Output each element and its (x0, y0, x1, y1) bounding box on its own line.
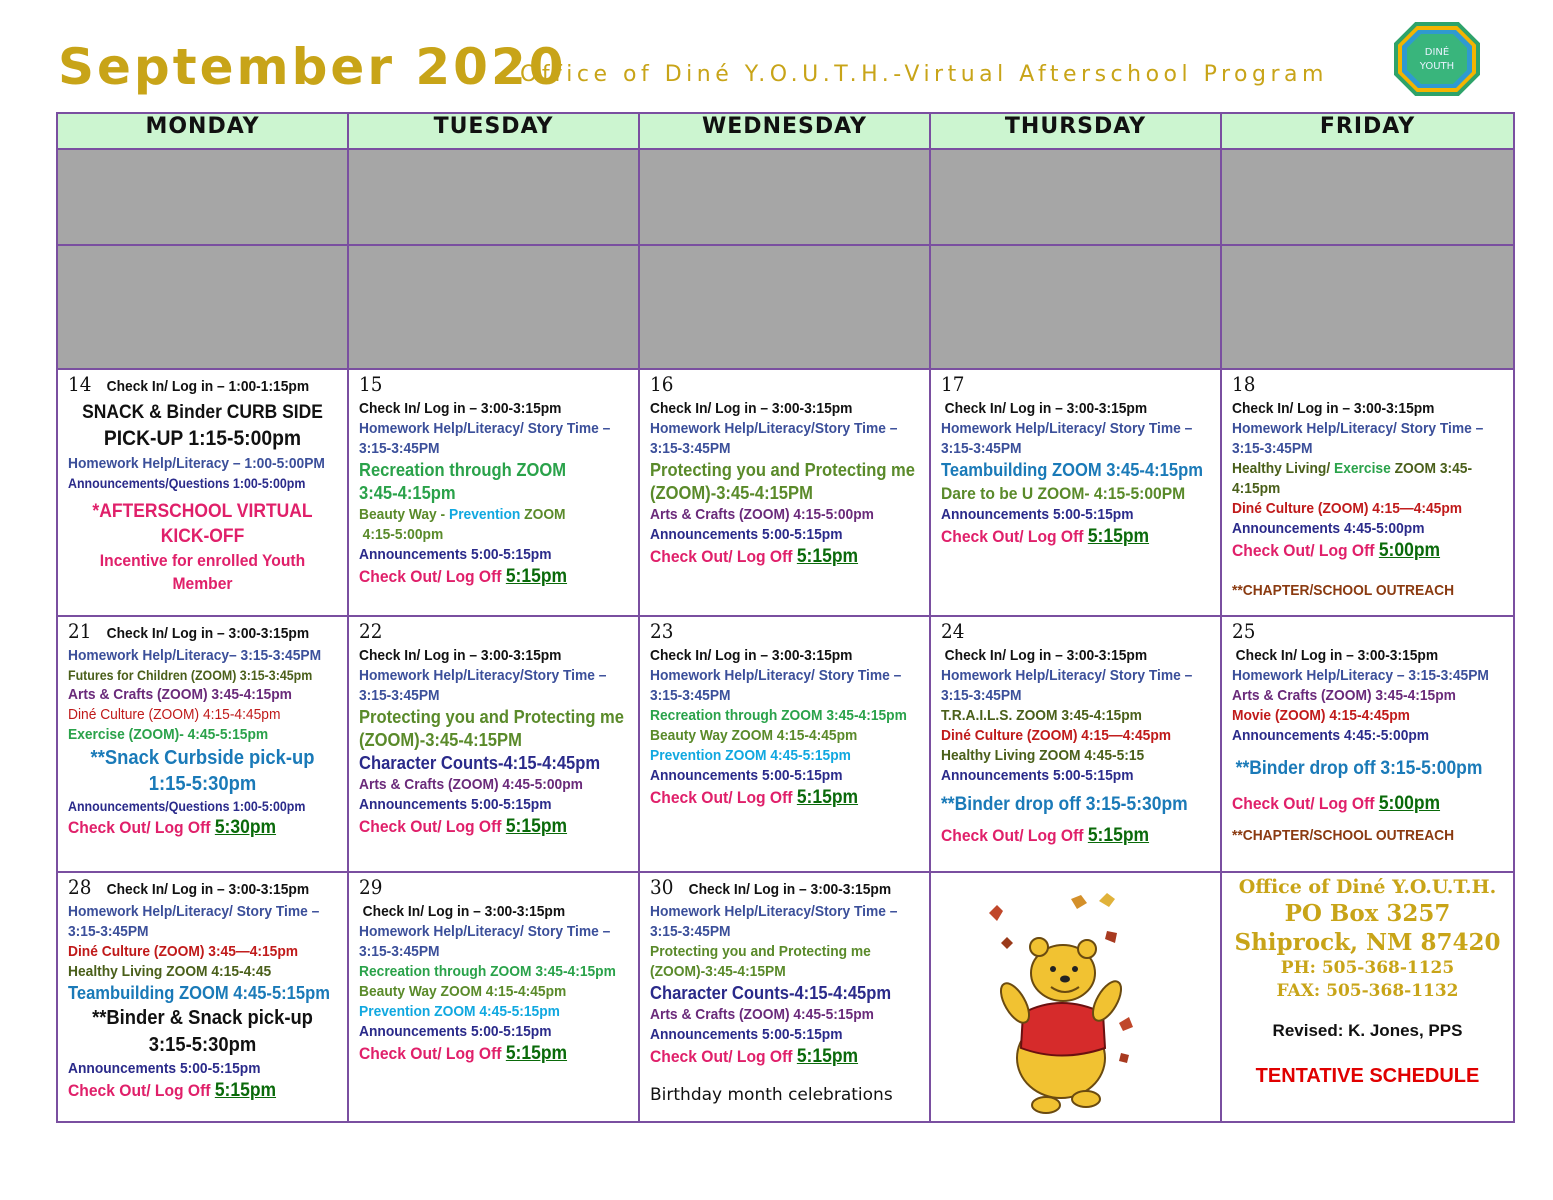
announcements-text: Announcements 5:00-5:15pm (941, 506, 1134, 523)
day-cell-25 (1221, 616, 1514, 872)
healthy-living-time: 4:15pm (1232, 480, 1281, 497)
beauty-way-time: 4:15-5:00pm (362, 526, 444, 543)
dine-culture-text: Diné Culture (ZOOM) 4:15—4:45pm (941, 727, 1172, 744)
beauty-way-text: Beauty Way ZOOM 4:15-4:45pm (359, 983, 567, 1000)
check-in-text: Check In/ Log in – 3:00-3:15pm (650, 647, 853, 664)
recreation-text: Recreation through ZOOM (359, 460, 566, 480)
homework-help-time: 3:15-3:45PM (359, 687, 440, 704)
day-cell-30 (639, 872, 930, 1122)
day-cell-24 (930, 616, 1221, 872)
check-in-text: Check In/ Log in – 3:00-3:15pm (944, 400, 1148, 417)
day-number: 17 (941, 372, 965, 396)
day-number: 15 (359, 372, 383, 396)
check-in-text: Check In/ Log in – 3:00-3:15pm (1235, 647, 1439, 664)
check-in-text: Check In/ Log in – 3:00-3:15pm (106, 625, 310, 642)
program-title: Office of Diné Y.O.U.T.H.-Virtual Afterschool Program (520, 62, 1328, 87)
month-title: September 2020 (58, 38, 567, 96)
beauty-way-text: Beauty Way - (359, 506, 449, 523)
day-cell-16 (639, 369, 930, 616)
healthy-living-text: Healthy Living/ (1232, 460, 1334, 477)
exercise-text: Exercise (1333, 460, 1391, 477)
birthday-celebrations-text: Birthday month celebrations (650, 1085, 893, 1105)
check-out-time: 5:15pm (214, 1080, 277, 1101)
prevention-text: Prevention ZOOM 4:45-5:15pm (359, 1003, 560, 1020)
homework-help-text: Homework Help/Literacy/ Story Time – (359, 923, 611, 940)
check-out-text: Check Out/ Log Off (359, 1044, 506, 1063)
check-out-time: 5:15pm (1087, 825, 1150, 846)
day-cell-28 (57, 872, 348, 1122)
check-out-time: 5:15pm (505, 566, 568, 587)
protecting-time: (ZOOM)-3:45-4:15PM (650, 963, 786, 980)
announcements-text: Announcements 4:45-5:00pm (1232, 520, 1425, 537)
homework-help-time: 3:15-3:45PM (650, 687, 731, 704)
announcements-text: Announcements 5:00-5:15pm (359, 546, 552, 563)
check-in-text: Check In/ Log in – 3:00-3:15pm (106, 881, 310, 898)
day-cell-29 (348, 872, 639, 1122)
homework-help-text: Homework Help/Literacy/ Story Time – (650, 667, 902, 684)
office-fax: FAX: 505-368-1132 (1276, 981, 1459, 1001)
check-out-time: 5:00pm (1378, 540, 1441, 561)
homework-help-text: Homework Help/Literacy/ Story Time – (941, 420, 1193, 437)
check-out-text: Check Out/ Log Off (650, 788, 797, 807)
zoom-text: ZOOM (520, 506, 566, 523)
day-number: 18 (1232, 372, 1256, 396)
empty-day-cell (639, 149, 930, 245)
revised-by: Revised: K. Jones, PPS (1272, 1021, 1463, 1040)
header-monday: MONDAY (57, 113, 348, 149)
week-row-5 (57, 872, 1514, 1122)
prevention-text: Prevention ZOOM 4:45-5:15pm (650, 747, 851, 764)
day-number: 29 (359, 875, 383, 899)
day-number: 25 (1232, 619, 1256, 643)
homework-help-text: Homework Help/Literacy/Story Time – (650, 420, 898, 437)
binder-drop-text: **Binder drop off 3:15-5:00pm (1235, 758, 1483, 779)
office-contact-cell (1221, 872, 1514, 1122)
homework-help-time: 3:15-3:45PM (941, 440, 1022, 457)
character-counts-text: Character Counts-4:15-4:45pm (359, 753, 601, 773)
day-cell-15 (348, 369, 639, 616)
day-cell-23 (639, 616, 930, 872)
protecting-time: (ZOOM)-3:45-4:15PM (650, 483, 813, 503)
check-in-text: Check In/ Log in – 1:00-1:15pm (106, 378, 310, 395)
header-friday: FRIDAY (1221, 113, 1514, 149)
arts-crafts-text: Arts & Crafts (ZOOM) 4:15-5:00pm (650, 506, 874, 523)
calendar-grid (56, 112, 1515, 1123)
homework-help-time: 3:15-3:45PM (650, 923, 731, 940)
check-out-time: 5:15pm (796, 546, 859, 567)
day-cell-14 (57, 369, 348, 616)
empty-day-cell (930, 149, 1221, 245)
teambuilding-text: Teambuilding ZOOM 4:45-5:15pm (68, 983, 330, 1003)
teambuilding-text: Teambuilding ZOOM 3:45-4:15pm (941, 460, 1203, 480)
check-in-text: Check In/ Log in – 3:00-3:15pm (359, 400, 562, 417)
protecting-time: (ZOOM)-3:45-4:15PM (359, 730, 522, 750)
homework-help-time: 3:15-3:45PM (359, 943, 440, 960)
day-cell-22 (348, 616, 639, 872)
check-out-text: Check Out/ Log Off (68, 1081, 215, 1100)
homework-help-text: Homework Help/Literacy/ Story Time – (359, 420, 611, 437)
week-row-2 (57, 245, 1514, 369)
announcements-text: Announcements 5:00-5:15pm (650, 767, 843, 784)
day-cell-21 (57, 616, 348, 872)
homework-help-time: 3:15-3:45PM (359, 440, 440, 457)
homework-help-time: 3:15-3:45PM (941, 687, 1022, 704)
announcements-text: Announcements 5:00-5:15pm (68, 1060, 261, 1077)
check-in-text: Check In/ Log in – 3:00-3:15pm (362, 903, 566, 920)
day-number: 24 (941, 619, 965, 643)
day-number: 23 (650, 619, 674, 643)
announcements-text: Announcements 5:00-5:15pm (650, 1026, 843, 1043)
empty-day-cell (57, 245, 348, 369)
announcements-text: Announcements 5:00-5:15pm (941, 767, 1134, 784)
arts-crafts-text: Arts & Crafts (ZOOM) 3:45-4:15pm (1232, 687, 1456, 704)
weekday-header-row (57, 113, 1514, 149)
trails-text: T.R.A.I.L.S. ZOOM 3:45-4:15pm (941, 707, 1142, 724)
check-out-time: 5:00pm (1378, 793, 1441, 814)
arts-crafts-text: Arts & Crafts (ZOOM) 4:45-5:15pm (650, 1006, 874, 1023)
protecting-text: Protecting you and Protecting me (650, 460, 916, 480)
week-row-4 (57, 616, 1514, 872)
dine-culture-text: Diné Culture (ZOOM) 3:45—4:15pm (68, 943, 299, 960)
check-in-text: Check In/ Log in – 3:00-3:15pm (359, 647, 562, 664)
arts-crafts-text: Arts & Crafts (ZOOM) 3:45-4:15pm (68, 686, 292, 703)
day-number: 16 (650, 372, 674, 396)
binder-snack-pickup-time: 3:15-5:30pm (148, 1034, 257, 1056)
homework-help-time: 3:15-3:45PM (68, 923, 149, 940)
character-counts-text: Character Counts-4:15-4:45pm (650, 983, 892, 1003)
check-out-text: Check Out/ Log Off (68, 818, 215, 837)
homework-help-text: Homework Help/Literacy– 3:15-3:45PM (68, 647, 322, 664)
futures-for-children-text: Futures for Children (ZOOM) 3:15-3:45pm (68, 668, 313, 683)
arts-crafts-text: Arts & Crafts (ZOOM) 4:45-5:00pm (359, 776, 583, 793)
homework-help-text: Homework Help/Literacy/Story Time – (359, 667, 607, 684)
tentative-schedule: TENTATIVE SCHEDULE (1255, 1065, 1480, 1087)
snack-pickup-time: 1:15-5:30pm (148, 773, 257, 795)
announcements-text: Announcements/Questions 1:00-5:00pm (68, 476, 306, 491)
week-row-1 (57, 149, 1514, 245)
snack-pickup-text: **Snack Curbside pick-up (90, 747, 315, 769)
empty-day-cell (1221, 149, 1514, 245)
logo-text-1: DINÉ (1424, 47, 1450, 58)
office-address: Shiprock, NM 87420 (1234, 929, 1501, 956)
check-out-text: Check Out/ Log Off (359, 817, 506, 836)
empty-day-cell (1221, 245, 1514, 369)
check-out-text: Check Out/ Log Off (941, 826, 1088, 845)
office-phone: PH: 505-368-1125 (1280, 958, 1455, 978)
day-number: 22 (359, 619, 383, 643)
curbside-pickup-time: PICK-UP 1:15-5:00pm (103, 427, 302, 450)
homework-help-text: Homework Help/Literacy/ Story Time – (1232, 420, 1484, 437)
kickoff-text: *AFTERSCHOOL VIRTUAL (92, 501, 313, 522)
day-number: 14 (68, 372, 92, 396)
check-out-time: 5:15pm (1087, 526, 1150, 547)
day-cell-18 (1221, 369, 1514, 616)
protecting-text: Protecting you and Protecting me (650, 943, 871, 960)
empty-day-cell (348, 149, 639, 245)
homework-help-text: Homework Help/Literacy/ Story Time – (68, 903, 320, 920)
announcements-text: Announcements 4:45:-5:00pm (1232, 727, 1430, 744)
check-out-time: 5:15pm (796, 1046, 859, 1067)
header-wednesday: WEDNESDAY (639, 113, 930, 149)
check-in-text: Check In/ Log in – 3:00-3:15pm (1232, 400, 1435, 417)
title-row (58, 38, 1388, 108)
outreach-text: **CHAPTER/SCHOOL OUTREACH (1232, 582, 1455, 599)
check-out-time: 5:30pm (214, 817, 277, 838)
empty-day-cell (930, 245, 1221, 369)
movie-text: Movie (ZOOM) 4:15-4:45pm (1232, 707, 1410, 724)
announcements-text: Announcements/Questions 1:00-5:00pm (68, 799, 306, 814)
recreation-time: 3:45-4:15pm (359, 483, 456, 503)
check-out-text: Check Out/ Log Off (1232, 541, 1379, 560)
healthy-living-text: Healthy Living ZOOM 4:45-5:15 (941, 747, 1145, 764)
recreation-text: Recreation through ZOOM 3:45-4:15pm (359, 963, 616, 980)
check-out-text: Check Out/ Log Off (941, 527, 1088, 546)
protecting-text: Protecting you and Protecting me (359, 707, 625, 727)
dine-culture-text: Diné Culture (ZOOM) 4:15-4:45pm (68, 706, 281, 723)
check-out-time: 5:15pm (505, 816, 568, 837)
dine-culture-text: Diné Culture (ZOOM) 4:15—4:45pm (1232, 500, 1463, 517)
empty-day-cell (639, 245, 930, 369)
beauty-way-text: Beauty Way ZOOM 4:15-4:45pm (650, 727, 858, 744)
header-thursday: THURSDAY (930, 113, 1221, 149)
homework-help-text: Homework Help/Literacy – 3:15-3:45PM (1232, 667, 1489, 684)
winnie-the-pooh-illustration (931, 873, 1218, 1116)
incentive-text: Incentive for enrolled Youth (99, 551, 306, 570)
check-out-text: Check Out/ Log Off (650, 547, 797, 566)
check-out-time: 5:15pm (505, 1043, 568, 1064)
check-in-text: Check In/ Log in – 3:00-3:15pm (688, 881, 892, 898)
homework-help-time: 3:15-3:45PM (1232, 440, 1313, 457)
logo-text-2: YOUTH (1419, 61, 1455, 72)
announcements-text: Announcements 5:00-5:15pm (359, 1023, 552, 1040)
curbside-pickup-text: SNACK & Binder CURB SIDE (82, 402, 323, 423)
dare-to-be-u-text: Dare to be U ZOOM- 4:15-5:00PM (941, 484, 1186, 503)
homework-help-text: Homework Help/Literacy/Story Time – (650, 903, 898, 920)
day-number: 21 (68, 619, 92, 643)
outreach-text: **CHAPTER/SCHOOL OUTREACH (1232, 827, 1455, 844)
day-number: 28 (68, 875, 92, 899)
dine-youth-logo-icon (1394, 22, 1480, 96)
prevention-text: Prevention (448, 506, 521, 523)
header-tuesday: TUESDAY (348, 113, 639, 149)
exercise-text: Exercise (ZOOM)- 4:45-5:15pm (68, 726, 269, 743)
check-in-text: Check In/ Log in – 3:00-3:15pm (944, 647, 1148, 664)
po-box: PO Box 3257 (1284, 900, 1451, 927)
empty-day-cell (57, 149, 348, 245)
binder-snack-pickup-text: **Binder & Snack pick-up (92, 1007, 313, 1029)
empty-day-cell (348, 245, 639, 369)
office-name: Office of Diné Y.O.U.T.H. (1238, 876, 1497, 898)
recreation-text: Recreation through ZOOM 3:45-4:15pm (650, 707, 907, 724)
kickoff-text-2: KICK-OFF (160, 526, 245, 547)
homework-help-time: 3:15-3:45PM (650, 440, 731, 457)
check-in-text: Check In/ Log in – 3:00-3:15pm (650, 400, 853, 417)
announcements-text: Announcements 5:00-5:15pm (650, 526, 843, 543)
healthy-living-text: Healthy Living ZOOM 4:15-4:45 (68, 963, 272, 980)
week-row-3 (57, 369, 1514, 616)
day-cell-17 (930, 369, 1221, 616)
zoom-time-text: ZOOM 3:45- (1390, 460, 1473, 477)
homework-help-text: Homework Help/Literacy – 1:00-5:00PM (68, 455, 325, 472)
binder-drop-text: **Binder drop off 3:15-5:30pm (941, 794, 1188, 815)
announcements-text: Announcements 5:00-5:15pm (359, 796, 552, 813)
day-number: 30 (650, 875, 674, 899)
check-out-text: Check Out/ Log Off (1232, 794, 1379, 813)
check-out-text: Check Out/ Log Off (359, 567, 506, 586)
check-out-text: Check Out/ Log Off (650, 1047, 797, 1066)
pooh-illustration-cell (930, 872, 1221, 1122)
homework-help-text: Homework Help/Literacy/ Story Time – (941, 667, 1193, 684)
incentive-text-2: Member (172, 574, 233, 593)
check-out-time: 5:15pm (796, 787, 859, 808)
